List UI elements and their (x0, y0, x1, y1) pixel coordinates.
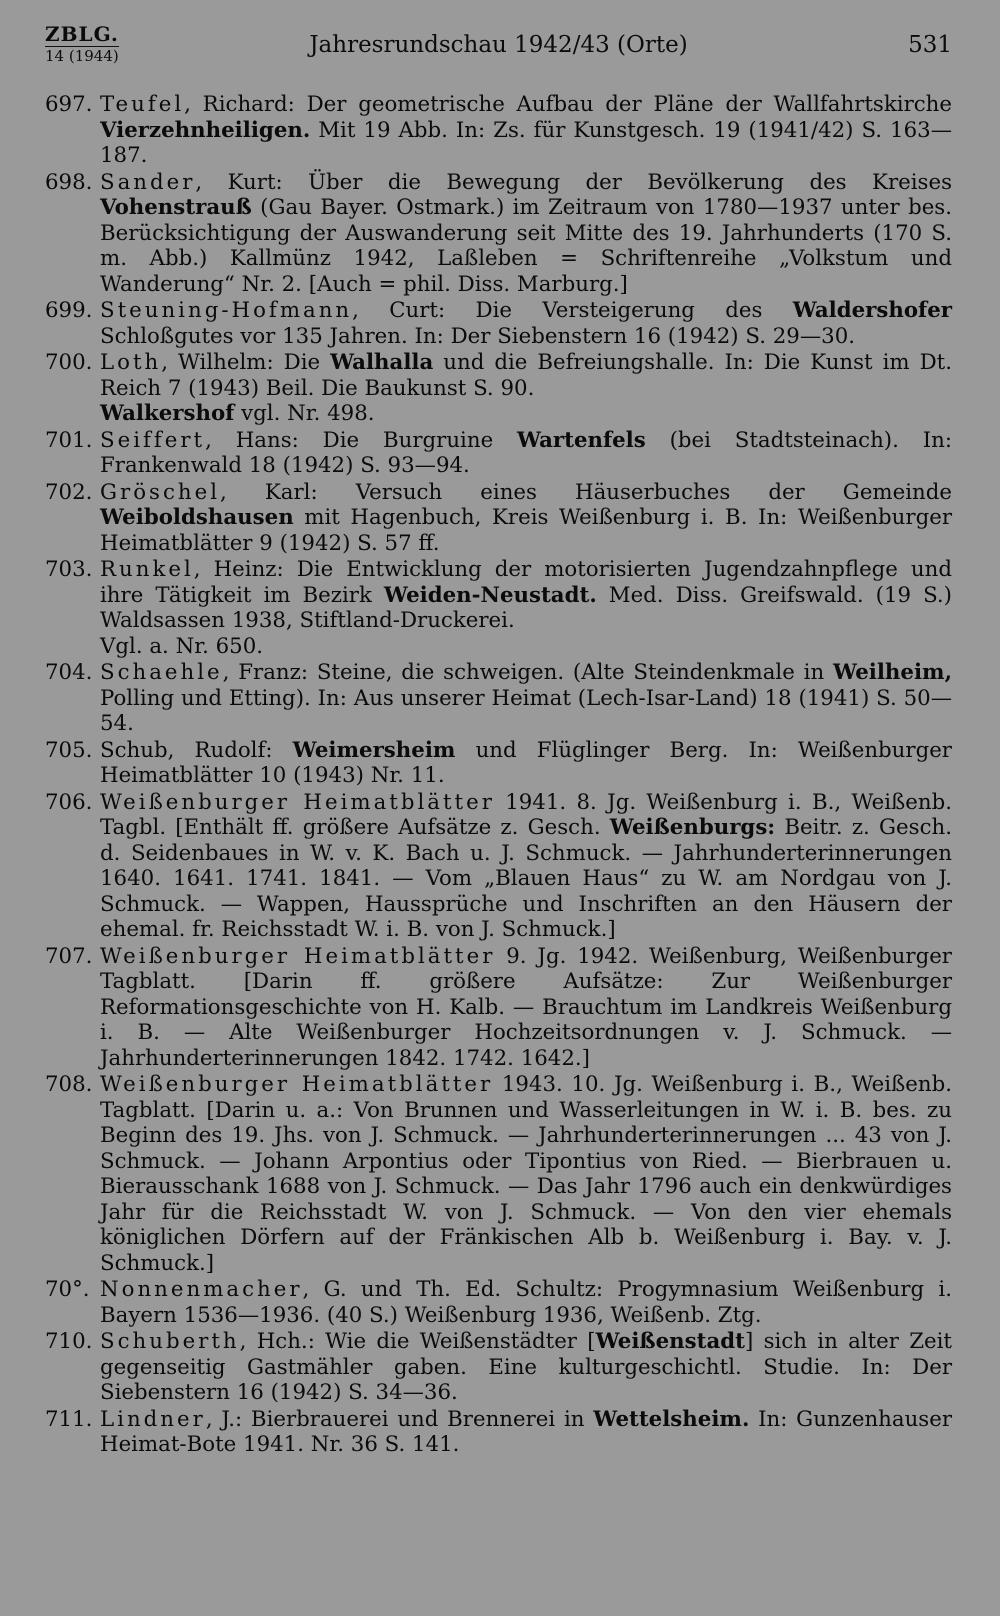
entry-place-keyword: Walhalla (330, 350, 434, 375)
bibliography-entry (45, 1407, 952, 1458)
entry-number: 707. (45, 943, 93, 969)
entry-author: Seiffert (100, 427, 206, 453)
bibliography-entry (45, 170, 952, 298)
entry-number: 701. (45, 427, 93, 453)
entry-text: Schloßgutes vor 135 Jahren. In: Der Siebenstern 16 (1942) S. 29—30. (100, 323, 856, 349)
cross-reference-keyword: Walkershof (100, 401, 235, 426)
entry-author: Runkel (100, 557, 194, 582)
entry-text: , Hch.: Wie die Weißenstädter [ (239, 1329, 596, 1354)
entry-author: Teufel (100, 92, 185, 117)
entry-author: Schaehle (100, 660, 223, 685)
bibliography-entry (45, 1329, 952, 1406)
entry-text: , Richard: Der geometrische Aufbau der Pläne der Wallfahrtskirche (184, 92, 952, 117)
entry-text: , Heinz: Die Entwicklung der motorisierten Jugendzahnpflege und ihre Tätigkeit im Bezirk (100, 557, 952, 608)
cross-reference-text: Vgl. a. Nr. 650. (100, 633, 264, 659)
entry-text: , Hans: Die Burgruine (205, 427, 518, 453)
entry-text: und Flüglinger Berg. In: Weißenburger Heimatblätter 10 (1943) Nr. 11. (100, 737, 952, 788)
entry-place-keyword: Weiden-Neustadt. (383, 582, 597, 608)
entry-number: 702. (45, 479, 93, 505)
entry-number: 704. (45, 660, 93, 685)
bibliography-entry (45, 557, 952, 659)
entry-number: 697. (45, 92, 93, 117)
page-header (45, 18, 952, 76)
entry-text: Mit 19 Abb. In: Zs. für Kunstgesch. 19 (1941/42) S. 163—187. (100, 117, 952, 168)
bibliography-entry (45, 738, 952, 789)
entry-text: Med. Diss. Greifswald. (19 S.) Waldsassen 1938, Stiftland-Druckerei. (100, 582, 952, 633)
entry-number: 699. (45, 298, 93, 323)
entry-text: , Rudolf: (167, 737, 293, 763)
bibliography-entry (45, 298, 952, 349)
entry-text: Polling und Etting). In: Aus unserer Heimat (Lech-Isar-Land) 18 (1941) S. 50—54. (100, 685, 952, 736)
entry-text: , Karl: Versuch eines Häuserbuches der Gemeinde (220, 479, 952, 505)
entry-author: Lindner (100, 1406, 206, 1432)
entry-place-keyword: Wettelsheim. (593, 1406, 750, 1432)
entry-text: , Franz: Steine, die schweigen. (Alte Steindenkmale in (222, 660, 834, 685)
entry-place-keyword: Weimersheim (292, 737, 456, 763)
entry-place-keyword: Vierzehnheiligen. (100, 117, 311, 143)
bibliography-entry (45, 1277, 952, 1328)
entry-number: 705. (45, 737, 93, 763)
entry-number: 700. (45, 350, 93, 375)
entry-number: 710. (45, 1329, 93, 1354)
entry-text: , J.: Bierbrauerei und Brennerei in (205, 1406, 594, 1432)
entry-text: , Wilhelm: Die (161, 350, 331, 375)
entry-place-keyword: Wartenfels (517, 427, 646, 453)
entry-periodical-title: Weißenburger Heimatblätter (100, 789, 495, 815)
entry-text: (bei Stadtsteinach). In: Frankenwald 18 (1942) S. 93—94. (100, 427, 952, 478)
entry-text: Beitr. z. Gesch. d. Seidenbaues in W. v. K. Bach u. J. Schmuck. — Jahrhunderterinnerungen 1640. 1641. 1741. 1841. — Vom „Blauen Haus“ zu W. am Nordgau von J. Schmuck. — Wappen, Haussprüche und Inschriften an den Häusern der ehemal. fr. Reichsstadt W. i. B. von J. Schmuck.] (100, 815, 952, 942)
entry-author: Steuning-Hofmann (100, 298, 353, 323)
entry-author: Schuberth (100, 1329, 240, 1354)
entry-text: In: Gunzenhauser Heimat-Bote 1941. Nr. 36 S. 141. (100, 1406, 953, 1457)
journal-volume: 14 (1944) (45, 47, 119, 65)
entry-periodical-title: Weißenburger Heimatblätter (100, 1072, 494, 1097)
bibliography-entry (45, 660, 952, 737)
bibliography-entry (45, 944, 952, 1072)
entry-place-keyword: Weißenburgs: (609, 815, 776, 840)
bibliography-entry (45, 1072, 952, 1276)
bibliography-entry (45, 350, 952, 427)
bibliography-entry (45, 480, 952, 557)
entry-number: 708. (45, 1072, 93, 1097)
entry-text: und die Befreiungshalle. In: Die Kunst im Dt. Reich 7 (1943) Beil. Die Baukunst S. 90. (100, 350, 952, 401)
entry-text: 9. Jg. 1942. Weißenburg, Weißenburger Tagblatt. [Darin ff. größere Aufsätze: Zur Weißenburger Reformationsgeschichte von H. Kalb. — Brauchtum im Landkreis Weißenburg i. B. — Alte Weißenburger Hochzeitsordnungen v. J. Schmuck. — Jahrhunderterinnerungen 1842. 1742. 1642.] (100, 943, 952, 1071)
page-number: 531 (908, 32, 952, 58)
entry-text: , G. und Th. Ed. Schultz: Progymnasium Weißenburg i. Bayern 1536—1936. (40 S.) Weißenburg 1936, Weißenb. Ztg. (100, 1277, 952, 1328)
entry-text: (Gau Bayer. Ostmark.) im Zeitraum von 1780—1937 unter bes. Berücksichtigung der Auswanderung seit Mitte des 19. Jahrhunderts (170 S. m. Abb.) Kallmünz 1942, Laßleben = Schriftenreihe „Volkstum und Wanderung“ Nr. 2. [Auch = phil. Diss. Marburg.] (100, 195, 952, 297)
entry-number: 703. (45, 557, 93, 582)
entry-author: Sander (100, 169, 196, 195)
bibliography-entry (45, 92, 952, 169)
entry-number: 70°. (45, 1277, 90, 1302)
entry-text: 1943. 10. Jg. Weißenburg i. B., Weißenb. Tagblatt. [Darin u. a.: Von Brunnen und Wasserleitungen in W. i. B. bes. zu Beginn des 19. Jhs. von J. Schmuck. — Jahrhunderterinnerungen ... 43 von J. Schmuck. — Johann Arpontius oder Tipontius von Ried. — Bierbrauen u. Bierausschank 1688 von J. Schmuck. — Das Jahr 1796 auch ein denkwürdiges Jahr für die Reichsstadt W. von J. Schmuck. — Von den vier ehemals königlichen Dörfern auf der Fränkischen Alb b. Weißenburg i. Bay. v. J. Schmuck.] (100, 1072, 952, 1276)
entry-place-keyword: Vohenstrauß (100, 195, 252, 220)
entry-text: Schub (100, 737, 168, 763)
journal-abbreviation: ZBLG. (45, 22, 119, 46)
entry-place-keyword: Weiboldshausen (100, 505, 294, 530)
entry-number: 711. (45, 1406, 93, 1432)
entry-text: , Curt: Die Versteigerung des (352, 298, 793, 323)
entry-place-keyword: Weißenstadt (595, 1329, 745, 1354)
entry-text: , Kurt: Über die Bewegung der Bevölkerung des Kreises (195, 169, 952, 195)
bibliography-entry (45, 790, 952, 943)
entry-number: 698. (45, 169, 93, 195)
entry-author: Nonnenmacher (100, 1277, 303, 1302)
entry-text: mit Hagenbuch, Kreis Weißenburg i. B. In: Weißenburger Heimatblätter 9 (1942) S. 57 ff. (100, 505, 952, 556)
entry-periodical-title: Weißenburger Heimatblätter (100, 943, 496, 969)
running-title: Jahresrundschau 1942/43 (Orte) (309, 32, 688, 58)
entry-author: Gröschel (100, 479, 221, 505)
entry-place-keyword: Weilheim, (833, 660, 952, 685)
bibliography-entry (45, 428, 952, 479)
cross-reference-text: vgl. Nr. 498. (234, 401, 375, 426)
entry-author: Loth (100, 350, 162, 375)
entry-text: ] sich in alter Zeit gegenseitig Gastmähler gaben. Eine kulturgeschichtl. Studie. In: Der Siebenstern 16 (1942) S. 34—36. (100, 1329, 952, 1405)
entry-number: 706. (45, 789, 93, 815)
bibliography-list (45, 92, 952, 1459)
entry-text: 1941. 8. Jg. Weißenburg i. B., Weißenb. Tagbl. [Enthält ff. größere Aufsätze z. Gesch. (100, 789, 952, 840)
entry-place-keyword: Waldershofer (792, 298, 952, 323)
